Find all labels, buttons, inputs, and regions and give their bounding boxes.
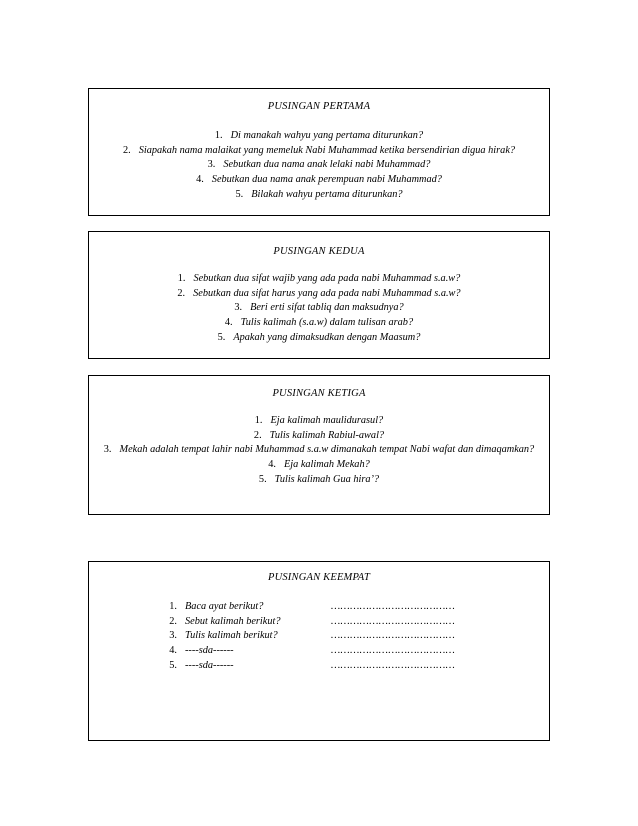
round-1-questions	[89, 129, 549, 203]
round-2-box	[88, 231, 550, 359]
list-item: 5. Apakah yang dimaksudkan dengan Maasum?	[217, 331, 421, 343]
list-item: 3. Mekah adalah tempat lahir nabi Muhammad s.a.w dimanakah tempat Nabi wafat dan dimaqamkan?	[103, 444, 535, 456]
list-item: 1. Sebutkan dua sifat wajib yang ada pada nabi Muhammad s.a.w?	[177, 273, 461, 284]
round-3-title: PUSINGAN KETIGA	[272, 388, 366, 399]
list-item: 2. Sebut kalimah berikut? …………………………………	[151, 615, 531, 630]
list-item: 5. ----sda------ …………………………………	[151, 659, 531, 674]
round-3-questions	[89, 414, 549, 488]
list-item: 5. Tulis kalimah Gua hira’?	[258, 473, 380, 485]
list-item: 3. Beri erti sifat tabliq dan maksudnya?	[234, 302, 404, 314]
list-item: 4. Sebutkan dua nama anak perempuan nabi Muhammad?	[196, 174, 442, 186]
list-item: 1. Eja kalimah maulidurasul?	[254, 415, 384, 426]
list-item: 1. Baca ayat berikut? …………………………………	[151, 600, 531, 615]
answer-line: …………………………………	[331, 659, 456, 671]
answer-line: …………………………………	[331, 630, 456, 642]
list-item: 4. ----sda------ …………………………………	[151, 644, 531, 659]
list-item: 2. Siapakah nama malaikat yang memeluk Nabi Muhammad ketika bersendirian digua hirak?	[122, 144, 516, 156]
round-4-box	[88, 561, 550, 741]
round-1-box	[88, 88, 550, 216]
list-item: 4. Eja kalimah Mekah?	[268, 459, 370, 471]
round-3-box	[88, 375, 550, 515]
round-1-title: PUSINGAN PERTAMA	[267, 101, 371, 112]
list-item: 2. Tulis kalimah Rabiul-awal?	[253, 429, 385, 441]
list-item: 2. Sebutkan dua sifat harus yang ada pada nabi Muhammad s.a.w?	[177, 287, 461, 299]
list-item: 3. Tulis kalimah berikut? …………………………………	[151, 629, 531, 644]
round-2-questions	[89, 272, 549, 346]
round-4-questions	[151, 600, 531, 674]
list-item: 5. Bilakah wahyu pertama diturunkan?	[235, 188, 403, 200]
round-2-title: PUSINGAN KEDUA	[273, 246, 365, 257]
list-item: 1. Di manakah wahyu yang pertama diturunkan?	[214, 130, 424, 141]
round-4-title: PUSINGAN KEEMPAT	[267, 572, 371, 583]
answer-line: …………………………………	[331, 601, 456, 612]
list-item: 3. Sebutkan dua nama anak lelaki nabi Muhammad?	[207, 159, 431, 171]
list-item: 4. Tulis kalimah (s.a.w) dalam tulisan arab?	[224, 317, 414, 329]
answer-line: …………………………………	[331, 645, 456, 657]
answer-line: …………………………………	[331, 615, 456, 627]
